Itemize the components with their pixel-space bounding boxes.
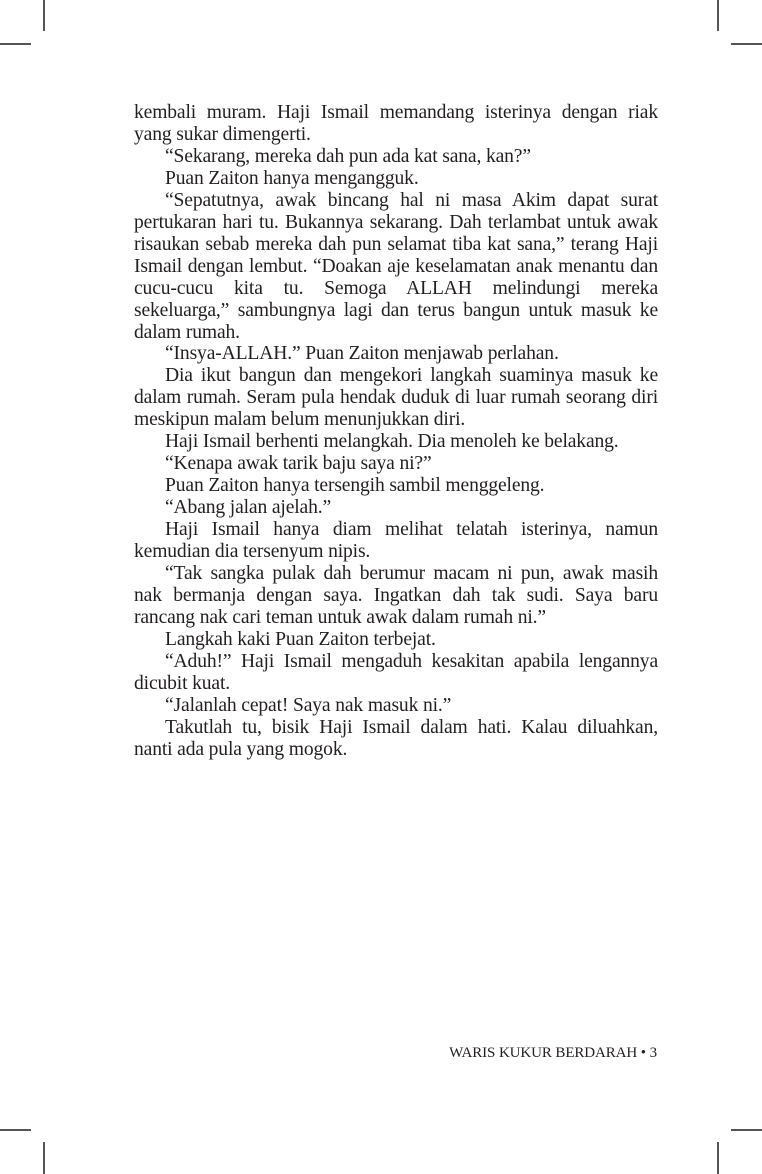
paragraph: “Jalanlah cepat! Saya nak masuk ni.” [165, 694, 452, 716]
paragraph: Takutlah tu, bisik Haji Ismail dalam hati. Kalau diluahkan, nanti ada pula yang mogok. [134, 716, 658, 760]
paragraph: “Aduh!” Haji Ismail mengaduh kesakitan apabila lengannya dicubit kuat. [134, 650, 658, 694]
paragraph: Haji Ismail hanya diam melihat telatah isterinya, namun kemudian dia tersenyum nipis. [134, 519, 658, 563]
paragraph: “Sekarang, mereka dah pun ada kat sana, kan?” [165, 145, 531, 167]
crop-mark-top-left-vertical [43, 0, 45, 31]
paragraph: “Abang jalan ajelah.” [165, 497, 332, 519]
page-body-text [134, 102, 658, 761]
crop-mark-top-left-horizontal [0, 43, 31, 45]
paragraph: Puan Zaiton hanya mengangguk. [165, 167, 419, 189]
paragraph: “Tak sangka pulak dah berumur macam ni pun, awak masih nak bermanja dengan saya. Ingatkan dah tak sudi. Saya baru rancang nak cari teman untuk awak dalam rumah ni.” [134, 563, 658, 628]
crop-mark-bottom-left-horizontal [0, 1129, 31, 1131]
crop-mark-top-right-vertical [717, 0, 719, 31]
paragraph: “Sepatutnya, awak bincang hal ni masa Akim dapat surat pertukaran hari tu. Bukannya sekarang. Dah terlambat untuk awak risaukan sebab mereka dah pun selamat tiba kat sana,” terang Haji Ismail dengan lembut. “Doakan aje keselamatan anak menantu dan cucu-cucu kita tu. Semoga ALLAH melindungi mereka sekeluarga,” sambungnya lagi dan terus bangun untuk masuk ke dalam rumah. [134, 189, 658, 343]
crop-mark-bottom-left-vertical [43, 1142, 45, 1174]
crop-mark-bottom-right-vertical [717, 1142, 719, 1174]
paragraph: “Kenapa awak tarik baju saya ni?” [165, 453, 432, 475]
paragraph: Puan Zaiton hanya tersengih sambil menggeleng. [165, 475, 545, 497]
crop-mark-bottom-right-horizontal [731, 1129, 762, 1131]
paragraph: Dia ikut bangun dan mengekori langkah suaminya masuk ke dalam rumah. Seram pula hendak duduk di luar rumah seorang diri meskipun malam belum menunjukkan diri. [134, 365, 658, 431]
running-footer: WARIS KUKUR BERDARAH • 3 [449, 1045, 657, 1061]
crop-mark-top-right-horizontal [731, 43, 762, 45]
paragraph: kembali muram. Haji Ismail memandang isterinya dengan riak yang sukar dimengerti. [134, 102, 658, 145]
paragraph: Haji Ismail berhenti melangkah. Dia menoleh ke belakang. [165, 431, 619, 453]
paragraph: Langkah kaki Puan Zaiton terbejat. [165, 628, 436, 650]
paragraph: “Insya-ALLAH.” Puan Zaiton menjawab perlahan. [165, 343, 559, 365]
